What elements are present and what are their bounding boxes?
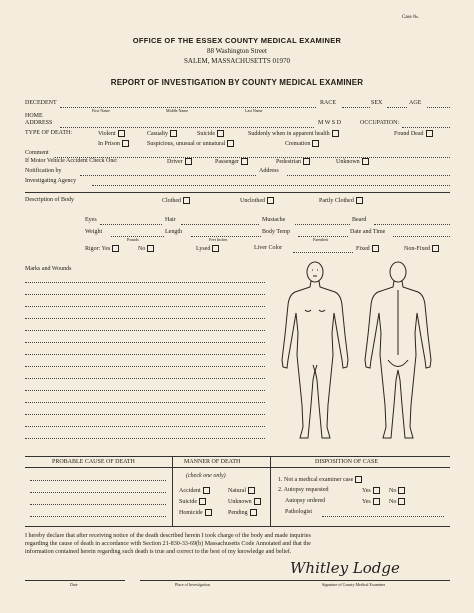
- check-one-note: (check one only): [186, 473, 226, 479]
- sex-label: SEX: [371, 100, 383, 106]
- examiner-signature: Whitley Lodge: [290, 559, 400, 577]
- sudden-option[interactable]: Suddenly when in apparent health: [248, 130, 339, 137]
- autopsy-requested-yes-checkbox[interactable]: [373, 487, 380, 494]
- pounds-caption: Pounds: [127, 237, 139, 242]
- table-divider: [270, 456, 271, 526]
- body-front-diagram: [275, 255, 355, 447]
- notification-field[interactable]: [80, 175, 256, 176]
- cremation-checkbox[interactable]: [312, 140, 319, 147]
- accident-checkbox[interactable]: [203, 487, 210, 494]
- mva-unknown-option[interactable]: Unknown: [336, 158, 369, 165]
- pending-option[interactable]: Pending: [228, 509, 257, 516]
- home-address-field[interactable]: [60, 127, 314, 128]
- pedestrian-option[interactable]: Pedestrian: [276, 158, 310, 165]
- notification-label: Notification by: [25, 168, 62, 174]
- rigor-yes-checkbox[interactable]: [112, 245, 119, 252]
- fixed-option[interactable]: Fixed: [356, 245, 379, 252]
- eyes-field[interactable]: [100, 224, 162, 225]
- autopsy-ordered-no-checkbox[interactable]: [398, 498, 405, 505]
- marks-line[interactable]: [25, 426, 265, 427]
- section-divider: [25, 192, 450, 193]
- found-dead-checkbox[interactable]: [426, 130, 433, 137]
- address-label: ADDRESS: [25, 120, 53, 126]
- suicide-option[interactable]: Suicide: [197, 130, 224, 137]
- suicide-checkbox[interactable]: [217, 130, 224, 137]
- weight-label: Weight: [85, 229, 103, 235]
- pedestrian-checkbox[interactable]: [303, 158, 310, 165]
- clothed-checkbox[interactable]: [183, 197, 190, 204]
- marks-line[interactable]: [25, 378, 265, 379]
- last-name-caption: Last Name: [245, 108, 263, 113]
- natural-option[interactable]: Natural: [228, 487, 255, 494]
- not-me-case-checkbox[interactable]: [355, 476, 362, 483]
- hair-label: Hair: [165, 217, 176, 223]
- date-time-label: Date and Time: [350, 229, 386, 235]
- office-city: SALEM, MASSACHUSETTS 01970: [184, 57, 290, 65]
- manner-suicide-option[interactable]: Suicide: [179, 498, 206, 505]
- table-header-border: [25, 467, 450, 468]
- age-label: AGE: [409, 100, 422, 106]
- cause-line[interactable]: [30, 516, 166, 517]
- case-number-label: Case №.: [402, 15, 419, 20]
- marks-line[interactable]: [25, 366, 265, 367]
- lysed-option[interactable]: Lysed: [196, 245, 219, 252]
- body-desc-label: Description of Body: [25, 197, 74, 203]
- marks-line[interactable]: [25, 342, 265, 343]
- found-dead-option[interactable]: Found Dead: [394, 130, 433, 137]
- lysed-checkbox[interactable]: [212, 245, 219, 252]
- pending-checkbox[interactable]: [250, 509, 257, 516]
- declaration-line: information contained herein regarding such death is true and correct to the best of my knowledge and belief.: [25, 549, 292, 555]
- accident-option[interactable]: Accident: [179, 487, 210, 494]
- marks-line[interactable]: [25, 438, 265, 439]
- cause-line[interactable]: [30, 480, 166, 481]
- partly-clothed-checkbox[interactable]: [356, 197, 363, 204]
- autopsy-requested-yes[interactable]: Yes: [362, 487, 380, 494]
- home-label: HOME: [25, 113, 43, 119]
- farenheit-caption: Farenheit: [313, 237, 329, 242]
- pathologist-label: Pathologist: [285, 509, 313, 515]
- mva-label: If Motor Vehicle Accident Check One:: [25, 158, 118, 164]
- autopsy-ordered-no[interactable]: No: [389, 498, 405, 505]
- office-title: OFFICE OF THE ESSEX COUNTY MEDICAL EXAMINER: [132, 36, 342, 45]
- manner-unknown-option[interactable]: Unknown: [228, 498, 261, 505]
- driver-checkbox[interactable]: [185, 158, 192, 165]
- race-label: RACE: [320, 100, 337, 106]
- natural-checkbox[interactable]: [248, 487, 255, 494]
- signature-caption: Signature of County Medical Examiner: [322, 582, 386, 587]
- marks-wounds-label: Marks and Wounds: [25, 266, 72, 272]
- mustache-label: Mustache: [262, 217, 286, 223]
- race-field[interactable]: [342, 107, 370, 108]
- decedent-label: DECEDENT: [25, 100, 57, 106]
- marks-line[interactable]: [25, 294, 265, 295]
- manner-header: MANNER OF DEATH: [184, 459, 241, 465]
- body-temp-label: Body Temp: [262, 229, 290, 235]
- violent-checkbox[interactable]: [118, 130, 125, 137]
- sudden-checkbox[interactable]: [332, 130, 339, 137]
- pathologist-field[interactable]: [322, 516, 444, 517]
- occupation-label: OCCUPATION:: [360, 120, 400, 126]
- marks-line[interactable]: [25, 402, 265, 403]
- beard-field[interactable]: [374, 224, 450, 225]
- casualty-checkbox[interactable]: [170, 130, 177, 137]
- passenger-option[interactable]: Passenger: [215, 158, 248, 165]
- partly-clothed-option[interactable]: Partly Clothed: [319, 197, 363, 204]
- marks-line[interactable]: [25, 390, 265, 391]
- unclothed-checkbox[interactable]: [267, 197, 274, 204]
- agency-label: Investigating Agency: [25, 178, 77, 184]
- table-bottom-border: [25, 526, 450, 527]
- place-line[interactable]: [140, 580, 290, 581]
- probable-cause-header: PROBABLE CAUSE OF DEATH: [52, 459, 135, 465]
- age-field[interactable]: [427, 107, 450, 108]
- autopsy-requested-no-checkbox[interactable]: [398, 487, 405, 494]
- marks-line[interactable]: [25, 330, 265, 331]
- eyes-label: Eyes: [85, 217, 97, 223]
- hair-field[interactable]: [181, 224, 259, 225]
- declaration-line: I hereby declare that after receiving notice of the death described herein I took charge of the body and made inquiries: [25, 533, 311, 539]
- type-of-death-label: TYPE OF DEATH:: [25, 130, 73, 136]
- manner-suicide-checkbox[interactable]: [199, 498, 206, 505]
- feet-inches-caption: Feet Inches: [209, 237, 228, 242]
- cremation-option[interactable]: Cremation: [285, 140, 319, 147]
- autopsy-requested-no[interactable]: No: [389, 487, 405, 494]
- cause-line[interactable]: [30, 492, 166, 493]
- marks-line[interactable]: [25, 414, 265, 415]
- date-caption: Date: [70, 582, 78, 587]
- middle-name-caption: Middle Name: [166, 108, 189, 113]
- date-line[interactable]: [25, 580, 125, 581]
- homicide-checkbox[interactable]: [205, 509, 212, 516]
- autopsy-ordered-yes-checkbox[interactable]: [373, 498, 380, 505]
- table-top-border: [25, 456, 450, 457]
- rigor-no-checkbox[interactable]: [147, 245, 154, 252]
- not-me-case-option[interactable]: 1. Not a medical examiner case: [278, 476, 362, 483]
- suspicious-option[interactable]: Suspicious, unusual or unnatural: [147, 140, 234, 147]
- body-back-diagram: [358, 255, 438, 447]
- passenger-checkbox[interactable]: [241, 158, 248, 165]
- rigor-no-option[interactable]: No: [138, 245, 154, 252]
- violent-option[interactable]: Violent: [98, 130, 125, 137]
- table-divider: [172, 456, 173, 526]
- marks-line[interactable]: [25, 318, 265, 319]
- notification-address-label: Address: [259, 168, 279, 174]
- office-street: 88 Washington Street: [207, 47, 267, 55]
- marital-status[interactable]: M W S D: [318, 120, 341, 126]
- fixed-checkbox[interactable]: [372, 245, 379, 252]
- mustache-field[interactable]: [295, 224, 350, 225]
- in-prison-option[interactable]: In Prison: [98, 140, 129, 147]
- manner-unknown-checkbox[interactable]: [254, 498, 261, 505]
- disposition-header: DISPOSITION OF CASE: [315, 459, 379, 465]
- autopsy-requested-label: 2. Autopsy requested: [278, 487, 329, 493]
- occupation-field[interactable]: [402, 127, 450, 128]
- declaration-line: regarding the cause of death in accordance with Section 21-830-33-69(b) Massachusetts Code Annotated and that the: [25, 541, 311, 547]
- date-time-field[interactable]: [393, 236, 450, 237]
- unclothed-option[interactable]: Unclothed: [240, 197, 274, 204]
- autopsy-ordered-label: Autopsy ordered: [285, 498, 326, 504]
- length-label: Length: [165, 229, 182, 235]
- sex-field[interactable]: [387, 107, 407, 108]
- place-caption: Place of Investigation: [175, 582, 210, 587]
- liver-color-field[interactable]: [293, 252, 353, 253]
- agency-field[interactable]: [92, 185, 450, 186]
- clothed-option[interactable]: Clothed: [162, 197, 190, 204]
- casualty-option[interactable]: Casualty: [147, 130, 177, 137]
- marks-line[interactable]: [25, 282, 265, 283]
- mva-unknown-checkbox[interactable]: [362, 158, 369, 165]
- marks-line[interactable]: [25, 354, 265, 355]
- autopsy-ordered-yes[interactable]: Yes: [362, 498, 380, 505]
- notification-address-field[interactable]: [287, 175, 450, 176]
- comment-label: Comment: [25, 150, 49, 156]
- homicide-option[interactable]: Homicide: [179, 509, 212, 516]
- driver-option[interactable]: Driver: [167, 158, 192, 165]
- first-name-caption: First Name: [92, 108, 110, 113]
- rigor-yes-option[interactable]: Rigor: Yes: [85, 245, 119, 252]
- cause-line[interactable]: [30, 504, 166, 505]
- marks-line[interactable]: [25, 306, 265, 307]
- liver-color-label: Liver Color: [254, 245, 283, 251]
- signature-line[interactable]: [290, 580, 450, 581]
- beard-label: Beard: [352, 217, 367, 223]
- report-title: REPORT OF INVESTIGATION BY COUNTY MEDICAL EXAMINER: [110, 78, 364, 87]
- non-fixed-checkbox[interactable]: [432, 245, 439, 252]
- in-prison-checkbox[interactable]: [122, 140, 129, 147]
- non-fixed-option[interactable]: Non-Fixed: [404, 245, 439, 252]
- suspicious-checkbox[interactable]: [227, 140, 234, 147]
